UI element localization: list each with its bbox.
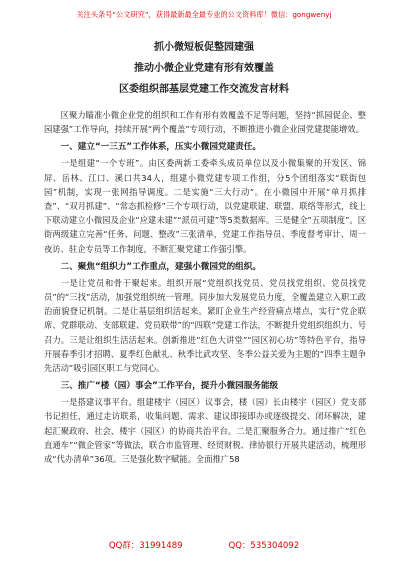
document-source-title: 区委组织部基层党建工作交流发言材料: [119, 84, 289, 95]
promo-banner: 关注头条号“公文研究”，获得最新最全最专业的公文资料库！微信：gongwenyj: [76, 10, 332, 19]
section-1-paragraph: 一是组建“一个专班”。由区委两新工委牵头成员单位以及小微集聚的开发区、锦屏、岳林、江口、溪口共34人，组建小微党建专项工作组，分5个团组落实“联街包园”机制，实现一张网指导调度。二是实施“三大行动”。在小微园中开展“单月抓排查”、“双月抓建”、“常态抓检修”三个专项行动，以党建联建、联盟、联络等形式，线上下联动建立小微园及企业“应建未建”“派员可建”等5类数据库。三是健全“五项制度”。区街两级建立完善“任务、问题、整改”三张清单，党建工作指导员、季度督考审计、周一夜访、驻企专员等工作制度，不断汇聚党建工作强引擎。: [44, 158, 366, 254]
section-heading-2: 二、聚焦“组织力”工作重点，建强小微园党的组织。: [60, 261, 261, 272]
qq-group-number: QQ群：31991489: [108, 541, 183, 551]
document-body: [44, 108, 366, 466]
main-title: 抓小微短板促整园建强: [154, 42, 254, 53]
contact-footer: [0, 540, 408, 552]
section-heading-3: 三、推广“楼（园）事会”工作平台，提升小微园服务能级: [60, 381, 279, 392]
section-3-paragraph: 一是搭建议事平台。组建楼宇（园区）议事会，楼（园）长由楼宇（园区）党支部书记担任，通过走访联系，收集问题、需求、建议即接即办或逐级提交、闭环解决，建起汇聚政府、社会、楼宇（园区）的协商共治平台。二是汇聚服务合力。通过推广“红色直通车”“微企管家”等做法，联合市监管理、经贸财税、律协银行开展共建活动，梳理形成“代办清单”36项。三是强化数字赋能。全面推广58: [44, 397, 366, 465]
qq-number: QQ：535304092: [228, 541, 300, 551]
section-2-paragraph: 一是让党员和骨干聚起来。组织开展“党组织找党员、党员找党组织、党员找党员”的“三找”活动，加强党组织统一管理。同步加大发展党员力度，全覆盖建立入职工政治面貌登记机制。二是让基层组织活起来。紧盯企业生产经营痛点堵点，实行“党企联席、党群联动、支部联建、党员联带”的“四联”党建工作法，不断提升党组织组织力、号召力。三是让组织生活活起来。创新推进“红色大讲堂”“园区初心坊”等特色平台，指导开展春季引才招聘、夏季红色献礼、秋季比武攻坚、冬季公益关爱为主题的“四季主题争先活动”吸引园区职工与党同心。: [44, 277, 366, 374]
section-heading-1: 一、建立“一三五”工作体系，压实小微园党建责任。: [60, 142, 261, 153]
subtitle: 推动小微企业党建有形有效覆盖: [134, 63, 274, 74]
title-block: [0, 42, 408, 96]
intro-paragraph: 区聚力瞄准小微企业党的组织和工作有形有效覆盖不足等问题，坚持“抓园促企、整园建强”工作导向，持续开展“两个覆盖”专项行动，不断推进小微企业园党建提能增效。: [44, 110, 366, 135]
